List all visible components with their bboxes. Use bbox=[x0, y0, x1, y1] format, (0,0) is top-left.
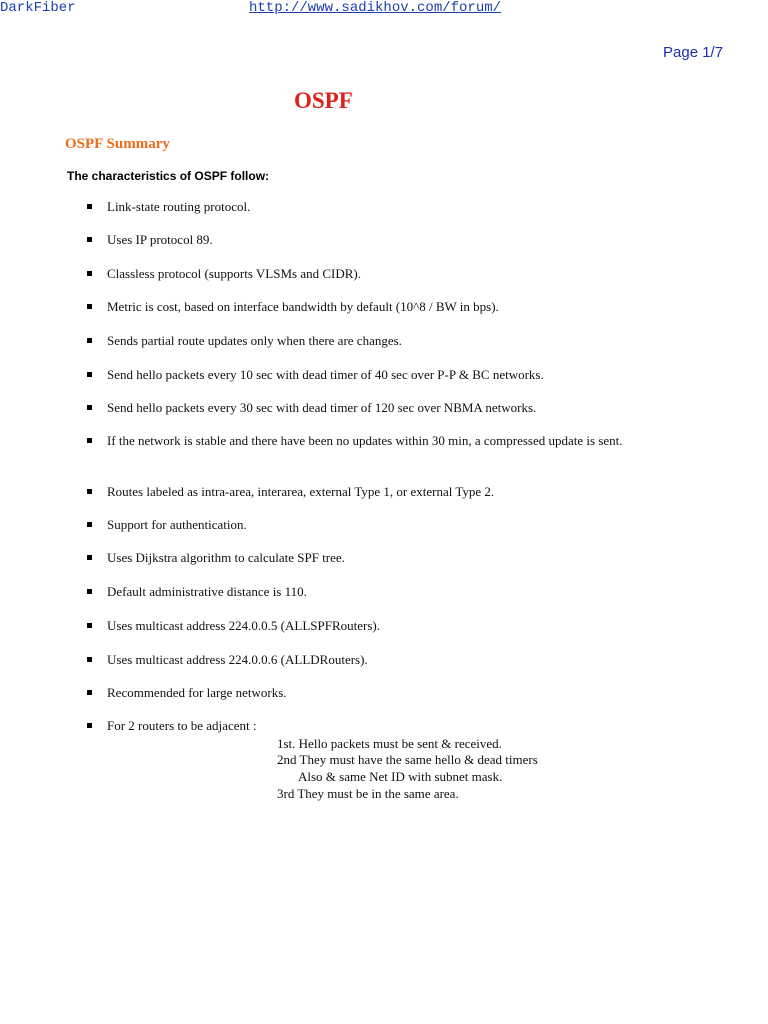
bullet-square-icon bbox=[87, 438, 92, 443]
bullet-square-icon bbox=[87, 271, 92, 276]
header-site-name: DarkFiber bbox=[0, 0, 76, 16]
bullet-square-icon bbox=[87, 589, 92, 594]
list-item-text: Sends partial route updates only when there are changes. bbox=[107, 333, 402, 348]
list-item-text: Support for authentication. bbox=[107, 517, 247, 532]
list-item-text: Classless protocol (supports VLSMs and CIDR). bbox=[107, 266, 361, 281]
list-item-text: For 2 routers to be adjacent : bbox=[107, 718, 257, 733]
list-item-text: Uses Dijkstra algorithm to calculate SPF tree. bbox=[107, 550, 345, 565]
list-item-text: Send hello packets every 30 sec with dead timer of 120 sec over NBMA networks. bbox=[107, 400, 537, 415]
bullet-square-icon bbox=[87, 623, 92, 628]
bullet-square-icon bbox=[87, 690, 92, 695]
list-item-text: Uses multicast address 224.0.0.6 (ALLDRouters). bbox=[107, 652, 368, 667]
bullet-square-icon bbox=[87, 372, 92, 377]
bullet-square-icon bbox=[87, 489, 92, 494]
list-item-text: Recommended for large networks. bbox=[107, 685, 287, 700]
list-item-text: Uses multicast address 224.0.0.5 (ALLSPFRouters). bbox=[107, 618, 380, 633]
bullet-square-icon bbox=[87, 657, 92, 662]
section-title: OSPF Summary bbox=[65, 136, 170, 152]
bullet-square-icon bbox=[87, 204, 92, 209]
adjacency-condition-line: 2nd They must have the same hello & dead timers bbox=[277, 752, 538, 767]
list-item-text: Routes labeled as intra-area, interarea, external Type 1, or external Type 2. bbox=[107, 484, 495, 499]
bullet-square-icon bbox=[87, 304, 92, 309]
header-forum-link[interactable]: http://www.sadikhov.com/forum/ bbox=[249, 0, 502, 16]
bullet-square-icon bbox=[87, 237, 92, 242]
list-item-text: Default administrative distance is 110. bbox=[107, 584, 307, 599]
list-item-text: Metric is cost, based on interface bandwidth by default (10^8 / BW in bps). bbox=[107, 299, 499, 314]
page-number: Page 1/7 bbox=[663, 44, 724, 61]
list-item-text: Link-state routing protocol. bbox=[107, 199, 251, 214]
bullet-square-icon bbox=[87, 338, 92, 343]
intro-text: The characteristics of OSPF follow: bbox=[67, 169, 270, 183]
list-item-text: Send hello packets every 10 sec with dead timer of 40 sec over P-P & BC networks. bbox=[107, 367, 544, 382]
bullet-square-icon bbox=[87, 555, 92, 560]
list-item-text: If the network is stable and there have been no updates within 30 min, a compressed update is sent. bbox=[107, 433, 623, 448]
adjacency-condition-line: 1st. Hello packets must be sent & received. bbox=[277, 736, 502, 751]
bullet-square-icon bbox=[87, 522, 92, 527]
adjacency-condition-line: Also & same Net ID with subnet mask. bbox=[298, 769, 503, 784]
list-item-text: Uses IP protocol 89. bbox=[107, 232, 213, 247]
bullet-square-icon bbox=[87, 405, 92, 410]
page-title: OSPF bbox=[294, 88, 353, 113]
bullet-square-icon bbox=[87, 723, 92, 728]
adjacency-condition-line: 3rd They must be in the same area. bbox=[277, 786, 459, 801]
